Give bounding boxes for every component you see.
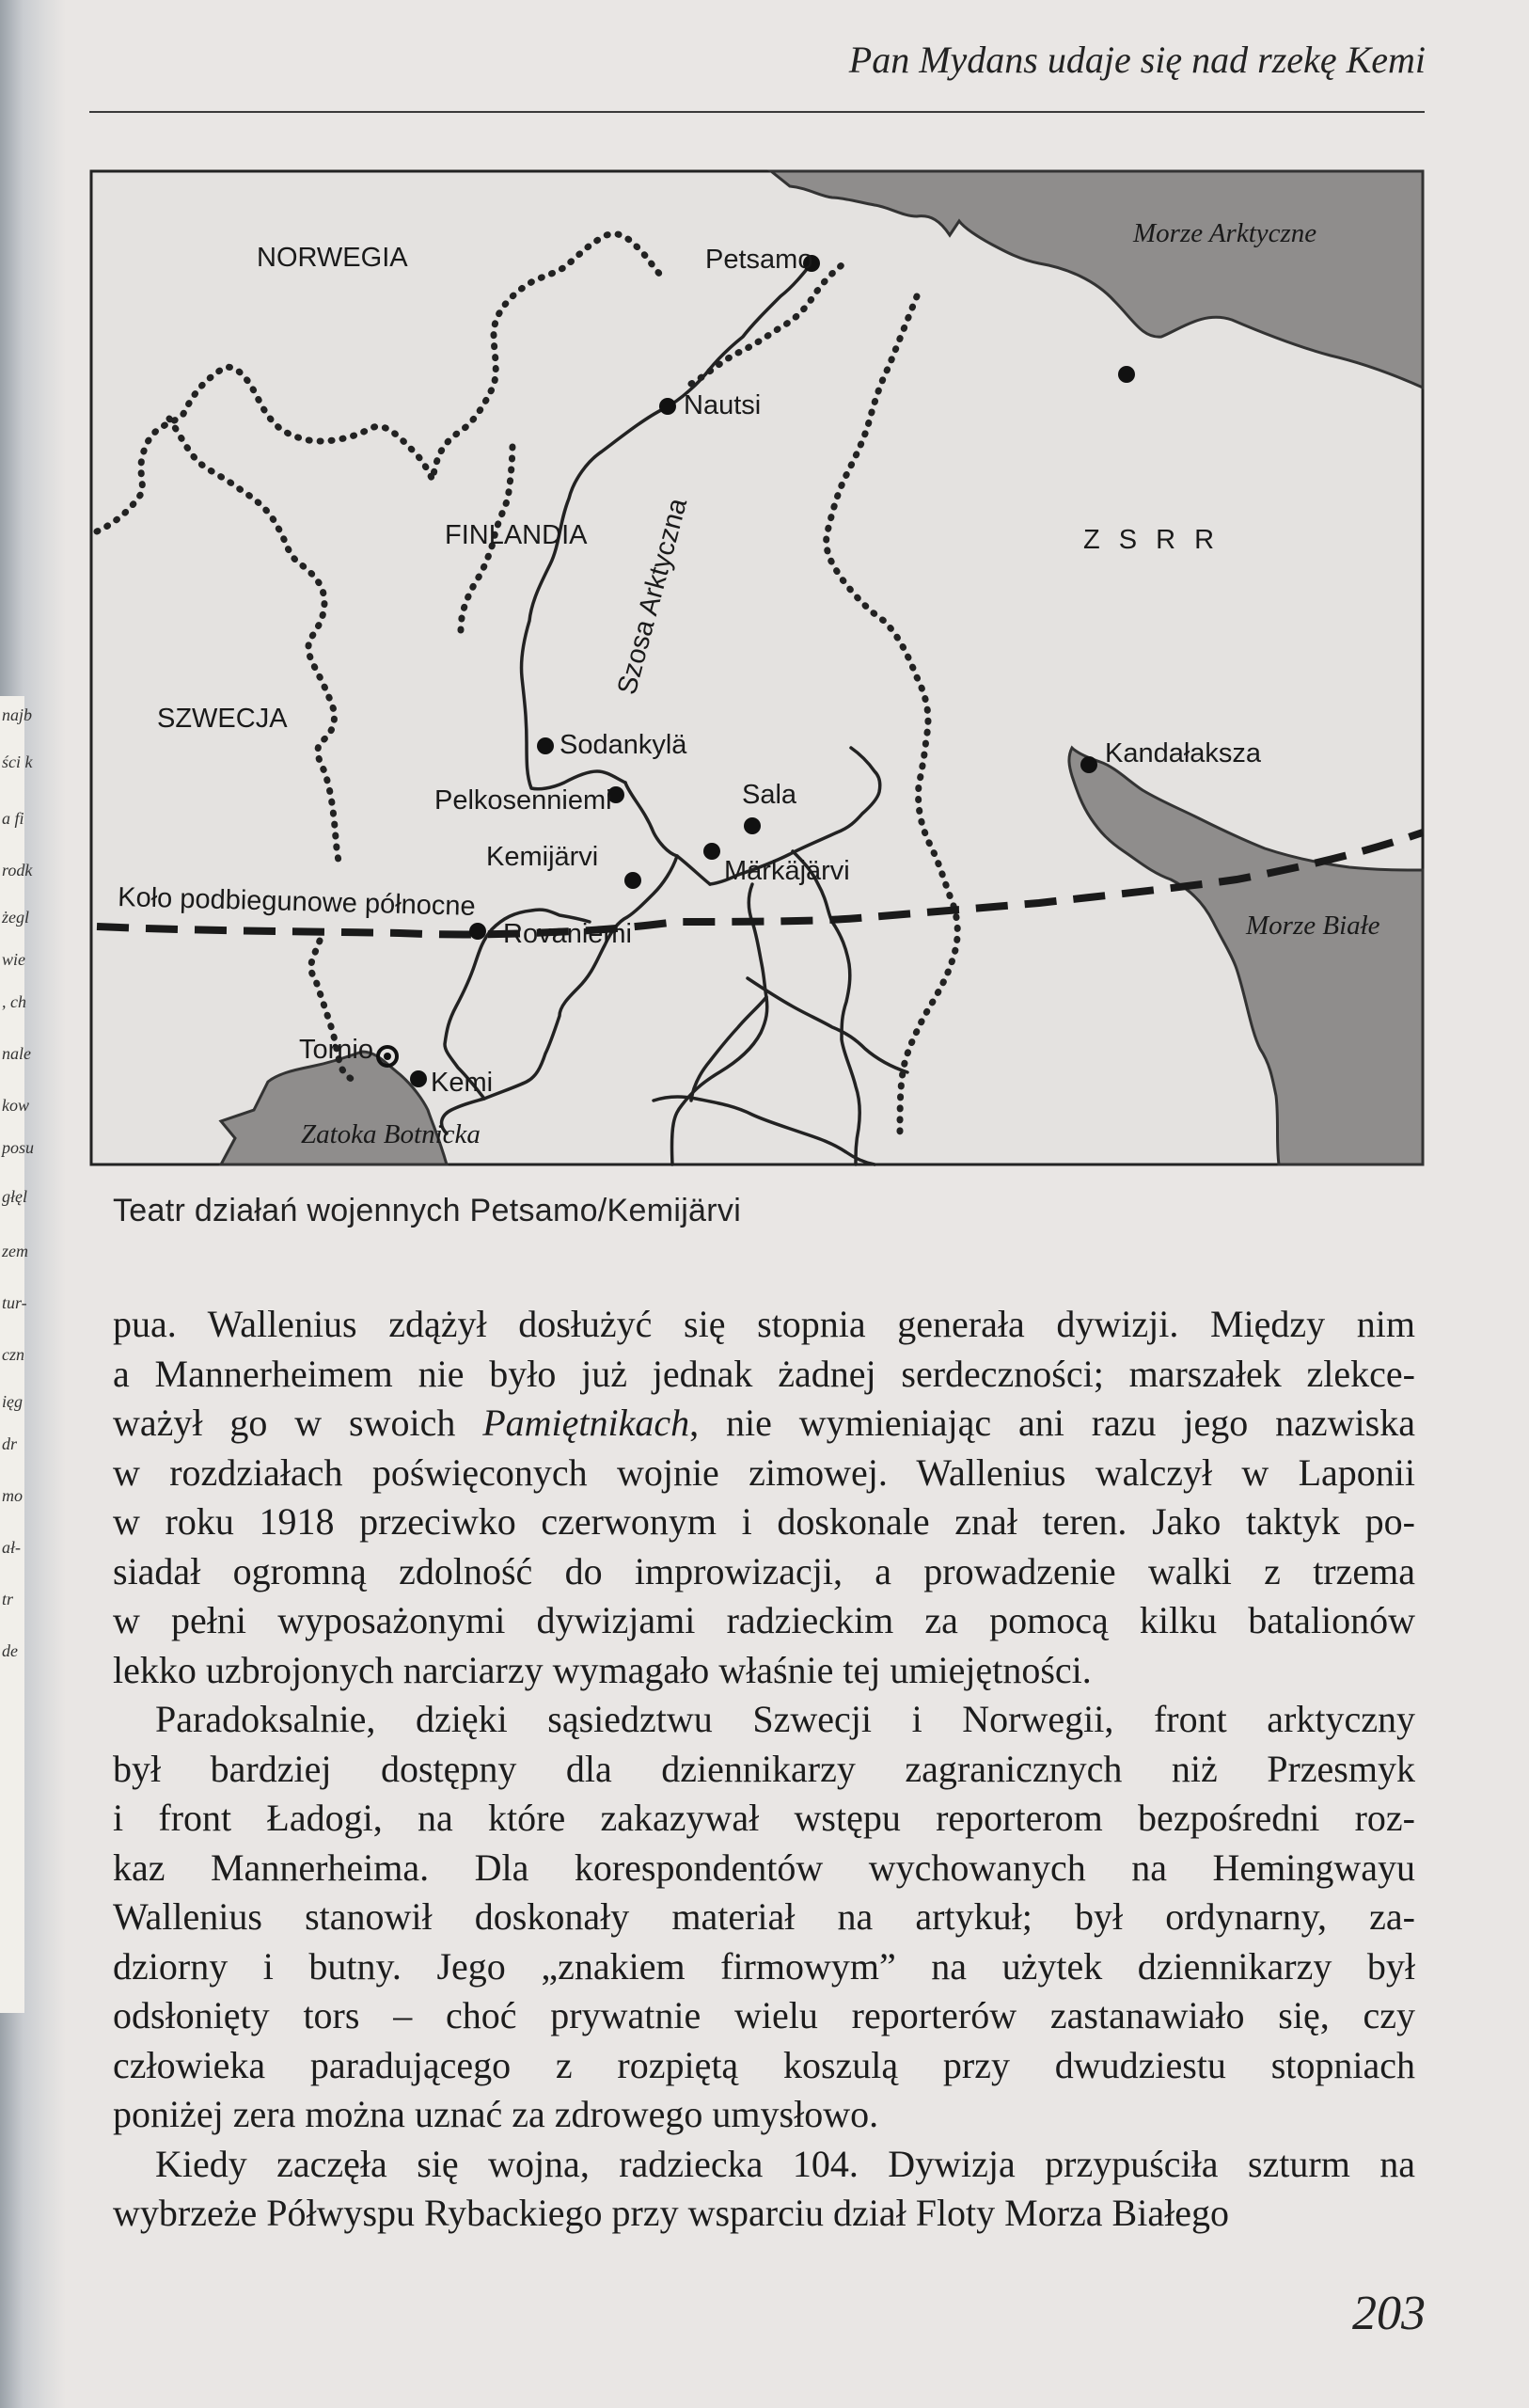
text-line: wybrzeże Półwyspu Rybackiego przy wsparciu dział Floty Morza Białego: [113, 2192, 1229, 2234]
label-szwecja: SZWECJA: [157, 704, 288, 734]
label-kandalaksza: Kandałaksza: [1105, 738, 1262, 768]
margin-fragment: rodk: [2, 861, 33, 879]
label-sala: Sala: [742, 780, 797, 810]
label-kemi: Kemi: [431, 1068, 494, 1098]
text-line: lekko uzbrojonych narciarzy wymagało właśnie tej umiejętności.: [113, 1648, 1092, 1691]
margin-fragment: mo: [2, 1486, 23, 1505]
label-petsamo: Petsamo: [705, 245, 813, 275]
text-line: w pełni wyposażonymi dywizjami radzieckim za pomocą kilku batalionów: [113, 1599, 1415, 1641]
text-line: w roku 1918 przeciwko czerwonym i doskonale znał teren. Jako taktyk po-: [113, 1500, 1415, 1543]
running-head: Pan Mydans udaje się nad rzekę Kemi: [848, 39, 1426, 81]
label-rovaniemi: Rovaniemi: [503, 919, 632, 949]
text-line: i front Ładogi, na które zakazywał wstępu reporterom bezpośredni roz-: [113, 1797, 1415, 1839]
margin-fragment: czn: [2, 1345, 24, 1364]
margin-fragment: kow: [2, 1096, 29, 1115]
dot-sodankyla: [537, 737, 554, 754]
label-nautsi: Nautsi: [684, 390, 762, 420]
text-line: kaz Mannerheima. Dla korespondentów wychowanych na Hemingwayu: [113, 1846, 1415, 1889]
dot-kemi: [410, 1070, 427, 1087]
margin-fragment: tr: [2, 1590, 14, 1608]
text-line: pua. Wallenius zdążył dosłużyć się stopnia generała dywizji. Między nim: [113, 1303, 1415, 1345]
label-zatoka-botnicka: Zatoka Botnicka: [301, 1119, 481, 1149]
margin-fragment: ał-: [2, 1538, 21, 1557]
margin-fragment: zem: [2, 1242, 28, 1260]
text-line: Wallenius stanowił doskonały materiał na artykuł; był ordynarny, za-: [113, 1895, 1415, 1938]
header-rule: [89, 111, 1425, 113]
dot-kandalaksza: [1080, 756, 1097, 773]
margin-fragment: tur-: [2, 1293, 27, 1312]
margin-fragment: żegl: [2, 908, 29, 927]
text-line: Kiedy zaczęła się wojna, radziecka 104. Dywizja przypuściła szturm na: [155, 2142, 1415, 2185]
label-morze-biale: Morze Białe: [1246, 911, 1380, 941]
map-figure: [89, 169, 1425, 1166]
dot-tornio-inner: [384, 1053, 391, 1060]
text-line: w rozdziałach poświęconych wojnie zimowej. Wallenius walczył w Laponii: [113, 1450, 1415, 1494]
margin-fragment: najb: [2, 705, 33, 724]
label-pelkosenniemi: Pelkosenniemi: [434, 785, 612, 816]
dot-kemijarvi: [624, 872, 641, 889]
margin-fragment: de: [2, 1641, 18, 1660]
dot-markajarvi: [703, 843, 720, 860]
text-line: człowieka paradującego z rozpiętą koszulą przy dwudziestu stopniach: [113, 2043, 1415, 2086]
text-line: siadał ogromną zdolność do improwizacji, a prowadzenie walki z trzema: [113, 1549, 1415, 1592]
margin-fragment: wie: [2, 950, 25, 969]
text-line: poniżej zera można uznać za zdrowego umysłowo.: [113, 2093, 879, 2135]
text-line: odsłonięty tors – choć prywatnie wielu reporterów zastanawiało się, czy: [113, 1994, 1415, 2036]
text-line: był bardziej dostępny dla dziennikarzy zagranicznych niż Przesmyk: [113, 1747, 1415, 1790]
label-norwegia: NORWEGIA: [257, 243, 408, 273]
label-morze-arktyczne: Morze Arktyczne: [1133, 218, 1317, 248]
label-tornio: Tornio: [299, 1035, 373, 1065]
margin-fragment: posu: [2, 1138, 35, 1157]
text-line: Paradoksalnie, dzięki sąsiedztwu Szwecji i Norwegii, front arktyczny: [155, 1698, 1415, 1740]
label-kemijarvi: Kemijärvi: [486, 842, 599, 872]
margin-fragment: dr: [2, 1434, 18, 1453]
margin-fragment: nale: [2, 1044, 31, 1063]
label-finlandia: FINLANDIA: [445, 520, 588, 550]
dot-nautsi: [659, 398, 676, 415]
text-line: ważył go w swoich Pamiętnikach, nie wymieniając ani razu jego nazwiska: [113, 1402, 1415, 1444]
label-arctic-road: Szosa Arktyczna: [611, 495, 694, 698]
body-text: [113, 1300, 1415, 2239]
margin-fragment: głęl: [2, 1187, 27, 1206]
margin-fragment: ści k: [2, 752, 33, 771]
label-zsrr: Z S R R: [1083, 525, 1221, 555]
text-line: dziorny i butny. Jego „znakiem firmowym” na użytek dziennikarzy był: [113, 1944, 1415, 1988]
label-arctic-circle: Koło podbiegunowe północne: [117, 882, 477, 922]
figure-caption: Teatr działań wojennych Petsamo/Kemijärvi: [113, 1193, 742, 1228]
page-number: 203: [1352, 2287, 1426, 2340]
dot-coast: [1118, 366, 1135, 383]
text-line: a Mannerheimem nie było już jednak żadnej serdeczności; marszałek zlekce-: [113, 1352, 1415, 1395]
label-markajarvi: Märkäjärvi: [724, 856, 850, 886]
margin-fragment: , ch: [2, 992, 26, 1011]
dot-rovaniemi: [469, 923, 486, 940]
dot-sala: [744, 817, 761, 834]
label-sodankyla: Sodankylä: [560, 730, 687, 760]
margin-fragment: a fi: [2, 809, 24, 828]
margin-fragment: ięg: [2, 1392, 23, 1411]
